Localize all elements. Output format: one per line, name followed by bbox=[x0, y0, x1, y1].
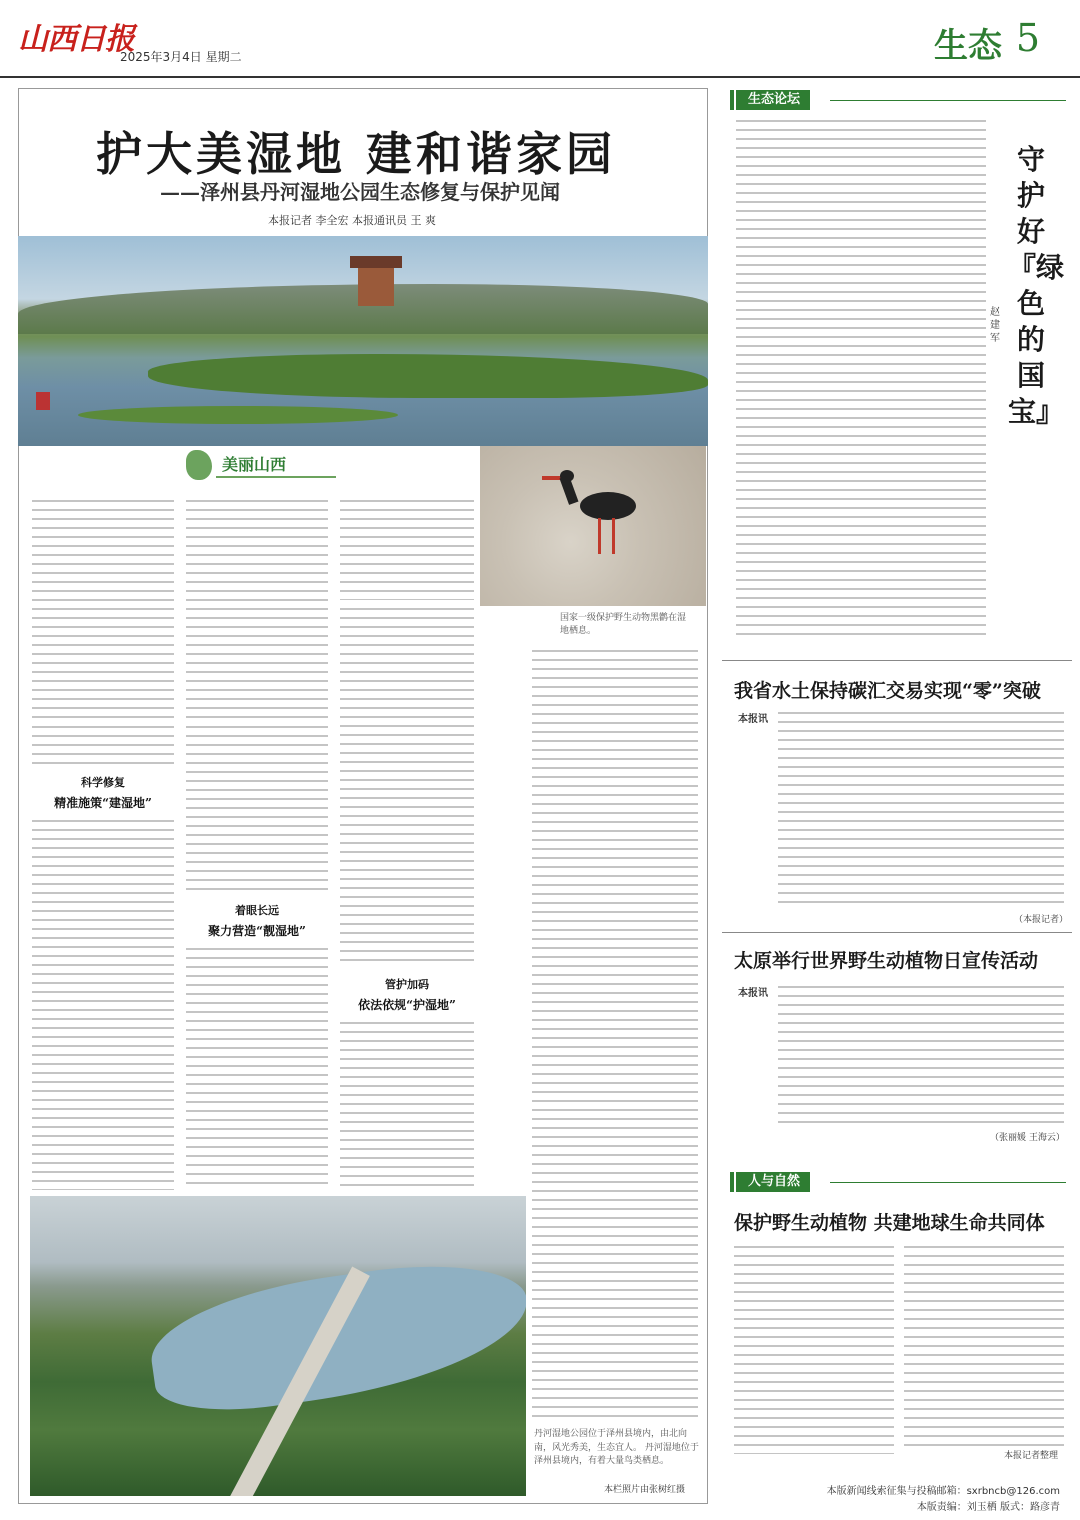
stork-caption: 国家一级保护野生动物黑鹳在湿地栖息。 bbox=[560, 613, 687, 636]
danhe-wetland-aerial-photo bbox=[30, 1196, 526, 1496]
subhead-scientific-restoration bbox=[32, 774, 174, 811]
section-divider bbox=[722, 660, 1072, 661]
subhead-main: 精准施策“建湿地” bbox=[54, 796, 152, 810]
subhead-management bbox=[340, 976, 474, 1013]
stork-leg bbox=[612, 518, 615, 554]
subhead-main: 依法依规“护湿地” bbox=[358, 998, 456, 1012]
news-byline: 本报讯 bbox=[738, 988, 768, 999]
submission-email: 本版新闻线索征集与投稿邮箱：sxrbncb@126.com bbox=[826, 1486, 1060, 1497]
section-divider bbox=[722, 932, 1072, 933]
boat-icon bbox=[36, 392, 50, 410]
nature-tag: 人与自然 bbox=[736, 1172, 810, 1192]
subhead-kicker: 着眼长远 bbox=[235, 904, 279, 917]
forum-body bbox=[736, 120, 986, 640]
article-body-column bbox=[340, 608, 474, 964]
newspaper-logo: 山西日报 bbox=[18, 22, 134, 57]
forum-tag-rule bbox=[830, 100, 1066, 101]
nature-title: 保护野生动植物 共建地球生命共同体 bbox=[734, 1212, 1045, 1234]
reed-bank bbox=[78, 406, 398, 424]
article-body-column bbox=[186, 726, 328, 896]
news-signature: （张丽媛 王海云） bbox=[990, 1133, 1065, 1143]
section-name: 生态 bbox=[934, 26, 1002, 66]
article-body-column bbox=[32, 500, 174, 718]
stork-body bbox=[580, 492, 636, 520]
article-body-column bbox=[340, 1022, 474, 1190]
stork-neck bbox=[560, 475, 579, 505]
article-body-column bbox=[186, 948, 328, 1190]
feature-title: 护大美湿地 建和谐家园 bbox=[96, 127, 617, 181]
news-title-carbon-sink: 我省水土保持碳汇交易实现“零”突破 bbox=[734, 680, 1041, 702]
reed-island bbox=[148, 354, 708, 398]
subhead-long-term bbox=[186, 902, 328, 939]
pavilion bbox=[358, 266, 394, 306]
nature-body-column bbox=[904, 1246, 1064, 1446]
banner-underline bbox=[216, 476, 336, 478]
feature-subtitle: ——泽州县丹河湿地公园生态修复与保护见闻 bbox=[160, 180, 560, 204]
article-body-column bbox=[32, 820, 174, 1190]
news-body bbox=[778, 986, 1064, 1126]
nature-signature: 本报记者整理 bbox=[1004, 1451, 1059, 1461]
news-body bbox=[778, 712, 1064, 908]
black-stork-photo bbox=[480, 446, 706, 606]
editor-credits: 本版责编：刘玉栖 版式：路彦青 bbox=[916, 1502, 1060, 1513]
article-body-column bbox=[32, 726, 174, 766]
news-signature: （本报记者） bbox=[1014, 915, 1069, 925]
news-byline: 本报讯 bbox=[738, 714, 768, 725]
masthead bbox=[0, 0, 1080, 78]
shanxi-map-icon bbox=[186, 450, 212, 480]
feature-byline: 本报记者 李全宏 本报通讯员 王 爽 bbox=[268, 214, 436, 227]
stork-leg bbox=[598, 518, 601, 554]
nature-tag-rule bbox=[830, 1182, 1066, 1183]
article-body-column bbox=[186, 500, 328, 718]
subhead-kicker: 科学修复 bbox=[81, 776, 125, 789]
wetland-landscape-photo bbox=[18, 236, 708, 446]
news-title-wildlife-day: 太原举行世界野生动植物日宣传活动 bbox=[734, 950, 1039, 972]
section-banner bbox=[186, 446, 340, 482]
article-body-column bbox=[340, 500, 474, 600]
photo-credit: 本栏照片由张树红摄 bbox=[604, 1485, 686, 1495]
article-body-column bbox=[532, 650, 698, 1420]
forum-author: 赵建军 bbox=[990, 307, 1000, 344]
subhead-main: 聚力营造“靓湿地” bbox=[208, 924, 306, 938]
forum-tag: 生态论坛 bbox=[736, 90, 810, 110]
aerial-caption: 丹河湿地公园位于泽州县境内，由北向南，风光秀美，生态宜人。 丹河湿地位于泽州县境内，有着大量鸟类栖息。 bbox=[534, 1429, 699, 1466]
banner-label: 美丽山西 bbox=[222, 455, 287, 474]
page-number: 5 bbox=[1015, 16, 1040, 60]
issue-date: 2025年3月4日 星期二 bbox=[120, 50, 242, 64]
subhead-kicker: 管护加码 bbox=[385, 978, 429, 991]
nature-body-column bbox=[734, 1246, 894, 1454]
forum-title: 守护好『绿色的国宝』 bbox=[1008, 143, 1065, 428]
page-footer bbox=[720, 1484, 1060, 1516]
